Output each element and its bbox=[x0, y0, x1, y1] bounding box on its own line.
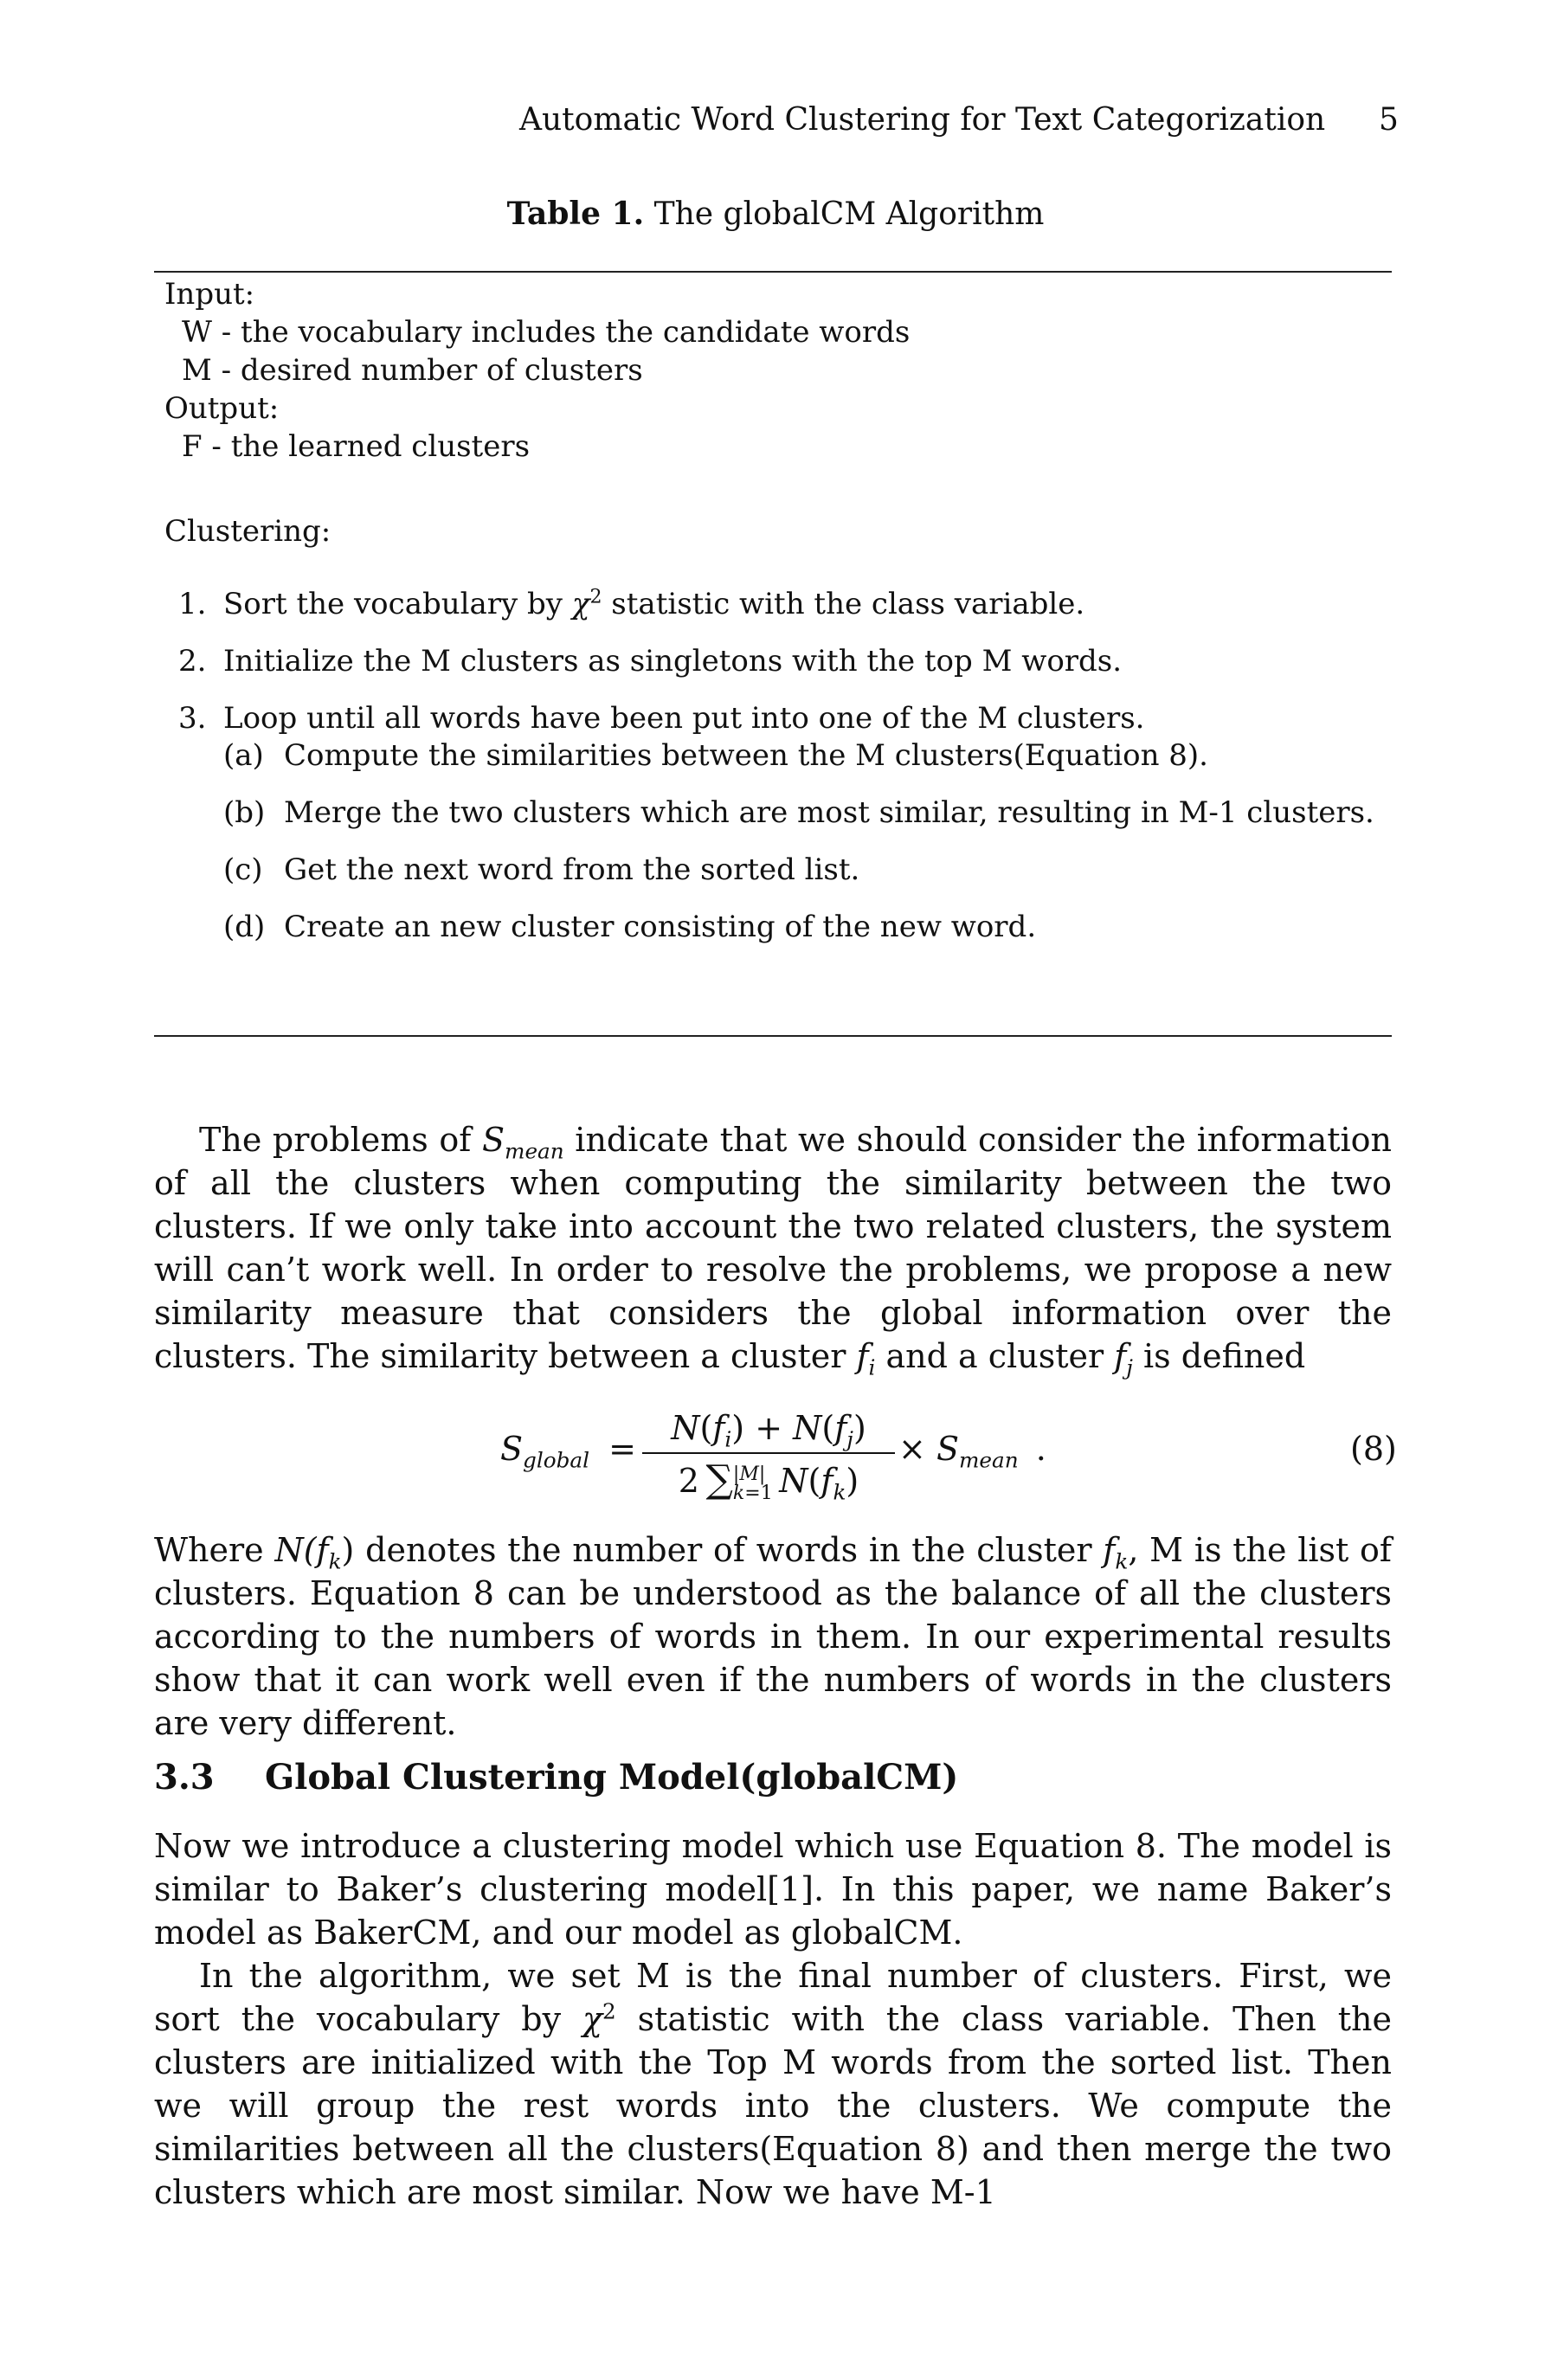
substep-text: Compute the similarities between the M clusters(Equation 8). bbox=[284, 738, 1208, 773]
paragraph-text: denotes the number of words in the cluster bbox=[354, 1531, 1104, 1569]
lhs-subscript: global bbox=[523, 1447, 590, 1473]
substep-a bbox=[223, 738, 1208, 773]
step-text: Loop until all words have been put into one of the M clusters. bbox=[223, 701, 1145, 736]
paragraph-1 bbox=[154, 1118, 1392, 1378]
nfk-symbol: N(f bbox=[274, 1531, 329, 1569]
s-mean-symbol: S bbox=[481, 1121, 505, 1159]
paragraph-3 bbox=[154, 1824, 1392, 1954]
fi-subscript: i bbox=[868, 1354, 876, 1380]
equation-fraction bbox=[642, 1409, 895, 1503]
equation-lhs bbox=[500, 1430, 636, 1473]
section-heading bbox=[154, 1757, 958, 1798]
section-number: 3.3 bbox=[154, 1757, 215, 1798]
substep-text: Create an new cluster consisting of the new word. bbox=[284, 910, 1037, 944]
output-label: Output: bbox=[164, 391, 280, 426]
lhs-symbol: S bbox=[500, 1430, 524, 1468]
fraction-numerator: $N(f_i) + N(f_j)$ bbox=[642, 1409, 895, 1454]
input-line: M - desired number of clusters bbox=[182, 353, 643, 388]
step-3 bbox=[178, 701, 1144, 736]
chi-symbol: χ bbox=[571, 587, 590, 621]
output-line: F - the learned clusters bbox=[182, 429, 531, 464]
table-caption bbox=[0, 196, 1551, 232]
table-top-rule bbox=[154, 271, 1392, 273]
fk-symbol: f bbox=[1103, 1531, 1116, 1569]
input-line: W - the vocabulary includes the candidate words bbox=[182, 315, 911, 350]
substep-b bbox=[223, 795, 1374, 830]
step-text: Sort the vocabulary by bbox=[223, 587, 572, 621]
paragraph-4 bbox=[154, 1954, 1392, 2214]
equals-sign: = bbox=[608, 1430, 636, 1468]
equation-8 bbox=[0, 1392, 1551, 1504]
substep-text: Get the next word from the sorted list. bbox=[284, 852, 860, 887]
paragraph-text: In the algorithm, we set M is the final number of clusters. First, we sort the vocabulary by bbox=[154, 1957, 1392, 2038]
substep-d bbox=[223, 910, 1036, 944]
substep-number: (b) bbox=[223, 795, 266, 830]
equation-rhs bbox=[898, 1430, 1046, 1473]
equation-period: . bbox=[1035, 1430, 1046, 1468]
fi-symbol: f bbox=[856, 1337, 869, 1375]
paragraph-text: statistic with the class variable. Then the clusters are initialized with the Top M words from the sorted list. Then we will group the rest words into the clusters. We compute the similarities between all the clusters(Equation 8) and then merge the two clusters which are most similar. Now we have M-1 bbox=[154, 2000, 1392, 2211]
running-title: Automatic Word Clustering for Text Categorization bbox=[519, 102, 1326, 138]
clustering-label: Clustering: bbox=[164, 514, 331, 549]
chi-exponent: 2 bbox=[602, 1998, 616, 2024]
paragraph-text: indicate that we should consider the information of all the clusters when computing the similarity between the two clusters. If we only take into account the two related clusters, the system will can’t work well. In order to resolve the problems, we propose a new similarity measure that considers the global information over the clusters. The similarity between a cluster bbox=[154, 1121, 1392, 1375]
page-number: 5 bbox=[1379, 102, 1399, 138]
rhs-subscript: mean bbox=[958, 1447, 1019, 1473]
table-bottom-rule bbox=[154, 1035, 1392, 1037]
paragraph-text: Now we introduce a clustering model which use Equation 8. The model is similar to Baker’s clustering model[1]. In this paper, we name Baker’s model as BakerCM, and our model as globalCM. bbox=[154, 1827, 1392, 1952]
rhs-symbol: S bbox=[936, 1430, 959, 1468]
paragraph-text: Where bbox=[154, 1531, 275, 1569]
equation-number: (8) bbox=[1350, 1430, 1397, 1468]
substep-number: (a) bbox=[223, 738, 264, 773]
substep-number: (d) bbox=[223, 910, 266, 944]
input-label: Input: bbox=[164, 277, 255, 312]
step-text: statistic with the class variable. bbox=[602, 587, 1085, 621]
fj-symbol: f bbox=[1114, 1337, 1127, 1375]
step-text: Initialize the M clusters as singletons with the top M words. bbox=[223, 644, 1123, 679]
step-1 bbox=[178, 587, 1084, 621]
step-number: 2. bbox=[178, 644, 207, 679]
section-title: Global Clustering Model(globalCM) bbox=[265, 1757, 959, 1798]
chi-exponent: 2 bbox=[589, 585, 602, 608]
nfk-subscript: k bbox=[328, 1548, 342, 1574]
times-sign: × bbox=[898, 1430, 926, 1468]
substep-text: Merge the two clusters which are most similar, resulting in M-1 clusters. bbox=[284, 795, 1374, 830]
paragraph-2 bbox=[154, 1528, 1392, 1745]
step-2 bbox=[178, 644, 1122, 679]
paragraph-text: The problems of bbox=[199, 1121, 482, 1159]
table-caption-text: The globalCM Algorithm bbox=[653, 196, 1045, 232]
substep-c bbox=[223, 852, 859, 887]
paragraph-text: is defined bbox=[1132, 1337, 1306, 1375]
chi-symbol: χ bbox=[582, 2000, 602, 2038]
step-number: 1. bbox=[178, 587, 207, 621]
fk-subscript: k bbox=[1115, 1548, 1129, 1574]
paragraph-text: and a cluster bbox=[875, 1337, 1115, 1375]
paragraph-text: , M is the list of clusters. Equation 8 can be understood as the balance of all the clusters according to the numbers of words in them. In our experimental results show that it can work well even if the numbers of words in the clusters are very different. bbox=[154, 1531, 1392, 1742]
substep-number: (c) bbox=[223, 852, 263, 887]
step-number: 3. bbox=[178, 701, 207, 736]
algorithm-io bbox=[164, 275, 910, 466]
s-mean-subscript: mean bbox=[505, 1138, 564, 1164]
nfk-close: ) bbox=[341, 1531, 355, 1569]
fraction-denominator: 2 ∑|M| k=1 $N(f_k)$ bbox=[678, 1457, 859, 1505]
table-label: Table 1. bbox=[506, 196, 645, 232]
fj-subscript: j bbox=[1126, 1354, 1133, 1380]
